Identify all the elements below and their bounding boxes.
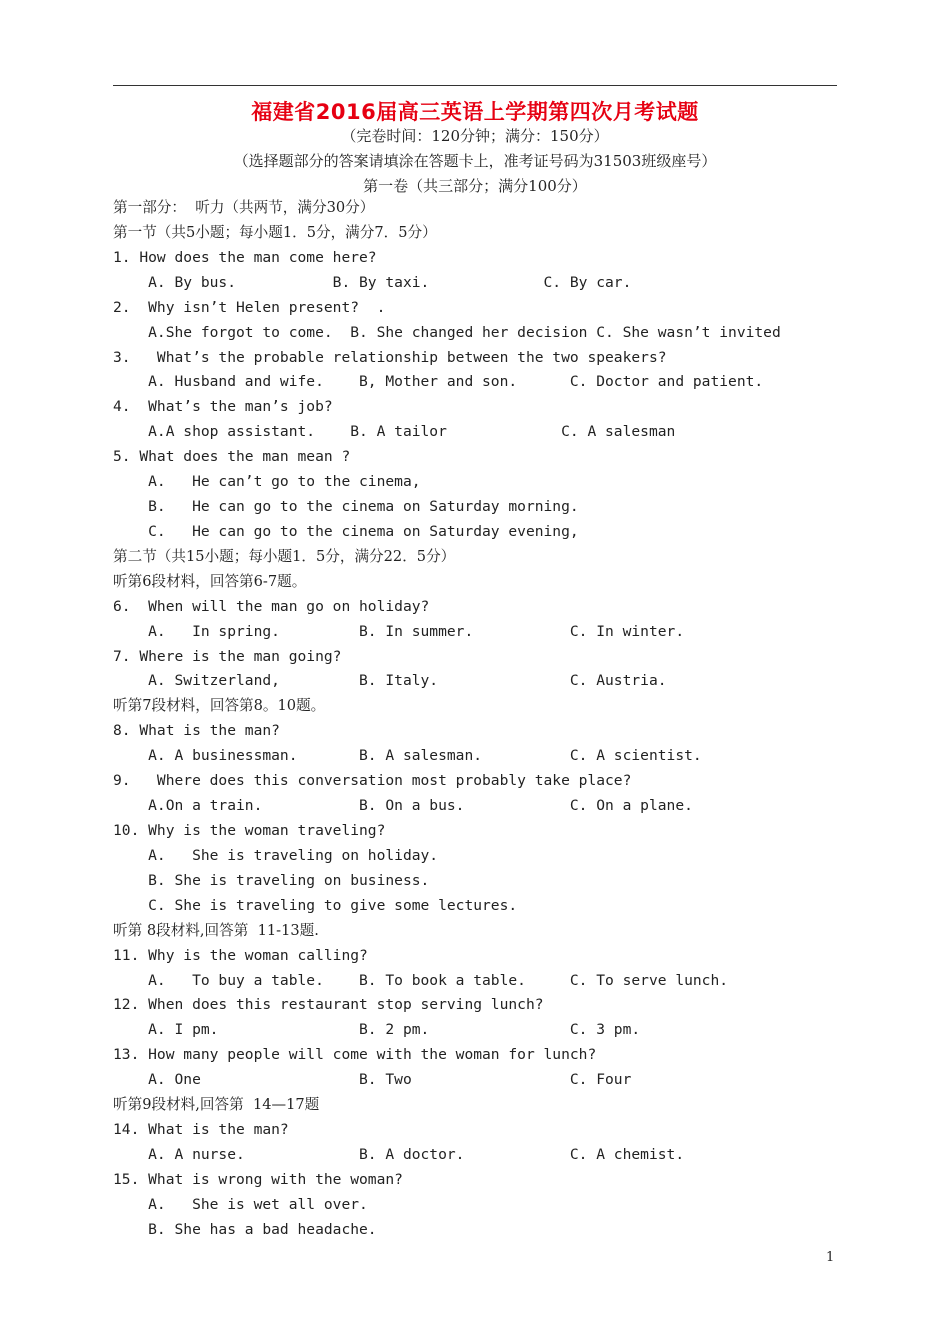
text-line: A. She is wet all over.: [113, 1195, 368, 1213]
text-line: B. She is traveling on business.: [113, 871, 430, 889]
text-line: 12. When does this restaurant stop serving lunch?: [113, 996, 544, 1014]
text-line: B. She has a bad headache.: [113, 1220, 377, 1238]
text-line: A. I pm. B. 2 pm. C. 3 pm.: [113, 1021, 641, 1039]
text-line: A. She is traveling on holiday.: [113, 846, 439, 864]
exam-time-note: （完卷时间：120分钟；满分：150分）: [341, 127, 609, 145]
text-line: C. He can go to the cinema on Saturday evening,: [113, 522, 579, 540]
text-line: A.She forgot to come. B. She changed her decision C. She wasn’t invited: [113, 323, 781, 341]
text-line: 11. Why is the woman calling?: [113, 946, 368, 964]
text-line: 9. Where does this conversation most probably take place?: [113, 772, 632, 790]
text-line: A. A nurse. B. A doctor. C. A chemist.: [113, 1145, 685, 1163]
text-line: 13. How many people will come with the woman for lunch?: [113, 1046, 597, 1064]
text-line: 15. What is wrong with the woman?: [113, 1170, 403, 1188]
text-line: A. He can’t go to the cinema,: [113, 473, 421, 491]
volume-heading: 第一卷（共三部分；满分100分）: [363, 177, 587, 195]
text-line: 2. Why isn’t Helen present? .: [113, 298, 386, 316]
text-line: 14. What is the man?: [113, 1121, 289, 1139]
text-line: A. A businessman. B. A salesman. C. A scientist.: [113, 747, 702, 765]
text-line: 3. What’s the probable relationship between the two speakers?: [113, 348, 667, 366]
text-line: 听第9段材料,回答第 14—17题: [113, 1096, 320, 1114]
text-line: 8. What is the man?: [113, 722, 280, 740]
text-line: A. In spring. B. In summer. C. In winter.: [113, 622, 685, 640]
text-line: A. One B. Two C. Four: [113, 1071, 632, 1089]
text-line: 10. Why is the woman traveling?: [113, 822, 386, 839]
text-line: B. He can go to the cinema on Saturday morning.: [113, 498, 579, 516]
text-line: 听第6段材料，回答第6-7题。: [113, 572, 307, 590]
text-line: A. To buy a table. B. To book a table. C. To serve lunch.: [113, 971, 729, 989]
text-line: A.A shop assistant. B. A tailor C. A salesman: [113, 423, 676, 441]
top-rule: [113, 85, 837, 86]
text-line: 4. What’s the man’s job?: [113, 398, 333, 416]
text-line: A. Husband and wife. B, Mother and son. C. Doctor and patient.: [113, 373, 764, 391]
text-line: 1. How does the man come here?: [113, 248, 377, 266]
text-line: A.On a train. B. On a bus. C. On a plane.: [113, 797, 693, 815]
text-line: 第一节（共5小题；每小题1．5分，满分7．5分）: [113, 223, 437, 241]
text-line: C. She is traveling to give some lectures.: [113, 896, 518, 914]
text-line: 听第7段材料，回答第8。10题。: [113, 697, 326, 715]
text-line: 第二节（共15小题；每小题1．5分，满分22．5分）: [113, 547, 456, 565]
text-line: A. Switzerland, B. Italy. C. Austria.: [113, 672, 667, 690]
page-number: 1: [826, 1250, 835, 1265]
text-line: 第一部分： 听力（共两节，满分30分）: [113, 199, 375, 216]
text-line: 7. Where is the man going?: [113, 647, 342, 665]
document-title: 福建省2016届高三英语上学期第四次月考试题: [251, 100, 699, 124]
answer-sheet-note: （选择题部分的答案请填涂在答题卡上，准考证号码为31503班级座号）: [233, 152, 717, 170]
text-line: 6. When will the man go on holiday?: [113, 597, 430, 615]
text-line: 5. What does the man mean ?: [113, 448, 351, 466]
text-line: 听第 8段材料,回答第 11-13题.: [113, 921, 319, 939]
text-line: A. By bus. B. By taxi. C. By car.: [113, 273, 632, 291]
